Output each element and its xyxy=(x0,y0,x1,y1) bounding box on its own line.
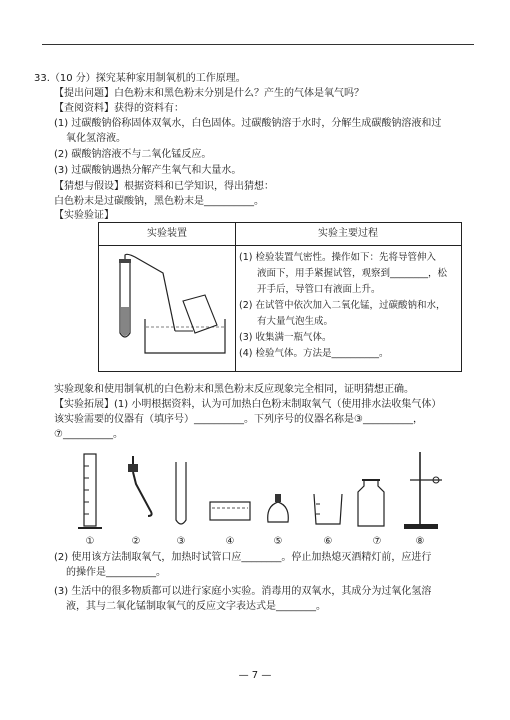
header-process: 实验主要过程 xyxy=(318,228,378,239)
stopper-icon xyxy=(119,259,131,263)
process-row-7: (4) 检验气体。方法是__________。 xyxy=(239,348,389,359)
instrument-number-3: ③ xyxy=(176,536,186,547)
instrument-number-7: ⑦ xyxy=(372,536,382,547)
consult-title: 【查阅资料】获得的资料有： xyxy=(54,103,184,114)
header-divider xyxy=(99,245,461,246)
test-tube-3-icon xyxy=(176,462,186,524)
q2-line-b: 的操作是__________。 xyxy=(66,567,166,578)
process-row-2: 液面下，用手紧握试管，观察到________，松 xyxy=(257,268,448,279)
instruments-illustration xyxy=(70,444,450,534)
bent-tube-stopper-icon xyxy=(128,456,152,516)
iron-stand-icon xyxy=(404,452,442,529)
conclusion: 实验现象和使用制氧机的白色粉末和黑色粉末反应现象完全相同，证明猜想正确。 xyxy=(54,384,414,395)
tube-contents-icon xyxy=(121,307,129,336)
header-device: 实验装置 xyxy=(147,228,187,239)
column-divider xyxy=(235,223,236,371)
guess-text: 白色粉末是过碳酸钠，黑色粉末是__________。 xyxy=(54,196,264,207)
expand-1: 【实验拓展】(1) 小明根据资料，认为可加热白色粉末制取氧气（使用排水法收集气体） xyxy=(54,399,442,410)
material-1a: (1) 过碳酸钠俗称固体双氧水，白色固体。过碳酸钠溶于水时，分解生成碳酸钠溶液和过 xyxy=(54,118,442,129)
guess-title: 【猜想与假设】根据资料和已学知识，得出猜想： xyxy=(54,181,274,192)
q3-line-a: (3) 生活中的很多物质都可以进行家庭小实验。消毒用的双氧水，其成分为过氧化氢溶 xyxy=(54,586,432,597)
process-row-3: 开手后，导管口有液面上升。 xyxy=(257,284,381,295)
process-row-4: (2) 在试管中依次加入二氧化锰，过碳酸钠和水， xyxy=(239,300,446,311)
delivery-tube-icon xyxy=(125,254,175,331)
process-row-6: (3) 收集满一瓶气体。 xyxy=(239,332,332,343)
expand-2: 该实验需要的仪器有（填序号）__________。下列序号的仪器名称是③__________， xyxy=(54,414,423,425)
material-2: (2) 碳酸钠溶液不与二氧化锰反应。 xyxy=(54,149,212,160)
beaker-icon xyxy=(314,494,342,524)
graduated-cylinder-icon xyxy=(78,454,102,528)
instrument-number-4: ④ xyxy=(225,536,235,547)
gas-collecting-bottle-icon xyxy=(358,480,384,526)
instrument-number-2: ② xyxy=(131,536,141,547)
q2-line-a: (2) 使用该方法制取氧气，加热时试管口应________。停止加热熄灭酒精灯前，应进行 xyxy=(54,552,432,563)
water-trough-icon xyxy=(145,319,225,353)
q3-line-b: 液，其与二氧化锰制取氧气的反应文字表达式是________。 xyxy=(66,601,326,612)
process-row-5: 有大量气泡生成。 xyxy=(257,316,334,327)
top-rule xyxy=(42,44,474,45)
apparatus-illustration xyxy=(105,253,229,363)
instrument-number-5: ⑤ xyxy=(273,536,283,547)
material-1b: 氧化氢溶液。 xyxy=(66,133,126,144)
raise-question: 【提出问题】白色粉末和黑色粉末分别是什么？产生的气体是氧气吗？ xyxy=(54,88,364,99)
verify-title: 【实验验证】 xyxy=(54,210,114,221)
process-row-1: (1) 检验装置气密性。操作如下：先将导管伸入 xyxy=(239,252,436,263)
experiment-table xyxy=(98,222,462,372)
trough-icon xyxy=(210,502,250,520)
instrument-number-8: ⑧ xyxy=(415,536,425,547)
alcohol-lamp-icon xyxy=(268,494,289,522)
page-number: — 7 — xyxy=(238,670,272,681)
instrument-number-6: ⑥ xyxy=(323,536,333,547)
instrument-number-1: ① xyxy=(85,536,95,547)
question-title: 33.（10 分）探究某种家用制氧机的工作原理。 xyxy=(34,73,246,84)
expand-3: ⑦__________。 xyxy=(54,429,123,440)
material-3: (3) 过碳酸钠遇热分解产生氧气和大量水。 xyxy=(54,165,242,176)
